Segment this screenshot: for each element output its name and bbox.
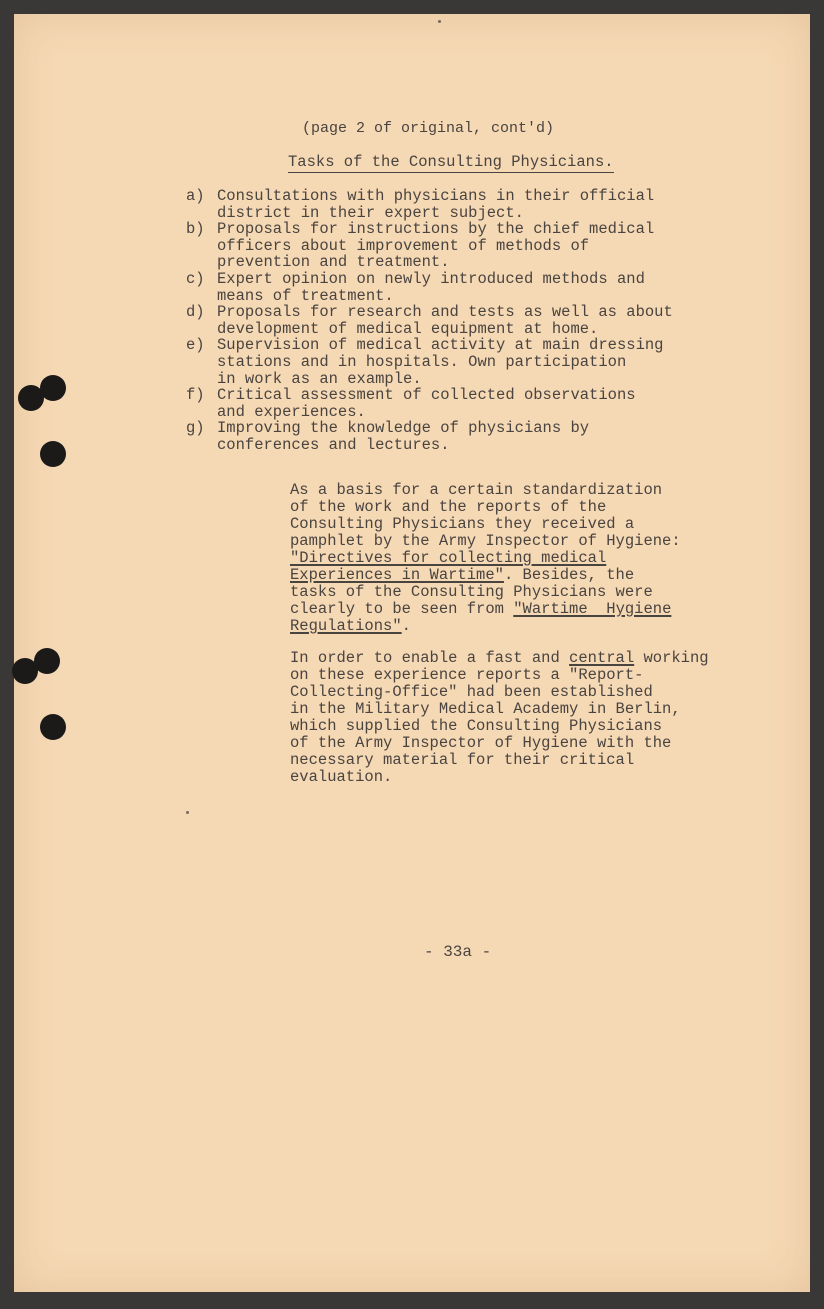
para-line: Consulting Physicians they received a [290, 515, 635, 533]
list-item [186, 420, 673, 453]
list-marker: d) [186, 303, 205, 322]
paper-speck [438, 20, 441, 23]
underlined-title: Regulations" [290, 617, 402, 635]
punch-hole [40, 714, 66, 740]
para-line: Collecting-Office" had been established [290, 683, 653, 701]
para-line: of the work and the reports of the [290, 498, 607, 516]
list-marker: c) [186, 269, 205, 288]
list-marker: g) [186, 419, 205, 438]
punch-hole [40, 441, 66, 467]
para-line: As a basis for a certain standardization [290, 481, 663, 499]
para-line: working [634, 649, 709, 667]
list-item [186, 387, 673, 420]
para-line: in the Military Medical Academy in Berlin, [290, 700, 681, 718]
task-list [186, 188, 673, 454]
list-marker: e) [186, 336, 205, 355]
para-line: . [401, 617, 411, 635]
list-text: Consultations with physicians in their official district in their expert subject. [217, 187, 655, 222]
para-line: which supplied the Consulting Physicians [290, 717, 663, 735]
paragraph-report-office [290, 650, 709, 786]
punch-hole [34, 648, 60, 674]
para-line: In order to enable a fast and [290, 649, 570, 667]
list-item [186, 271, 673, 304]
paragraph-standardization [290, 482, 681, 635]
list-text: Supervision of medical activity at main dressing stations and in hospitals. Own participation in work as an example. [217, 336, 664, 388]
list-marker: b) [186, 220, 205, 239]
list-item [186, 221, 673, 271]
para-line: . Besides, the [503, 566, 635, 584]
list-text: Proposals for instructions by the chief medical officers about improvement of methods of prevention and treatment. [217, 220, 655, 272]
list-marker: f) [186, 386, 205, 405]
list-text: Improving the knowledge of physicians by conferences and lectures. [217, 419, 590, 454]
list-marker: a) [186, 187, 205, 205]
list-text: Expert opinion on newly introduced methods and means of treatment. [217, 269, 645, 305]
punch-hole [40, 375, 66, 401]
list-item [186, 337, 673, 387]
para-line: pamphlet by the Army Inspector of Hygiene: [290, 532, 681, 550]
underlined-word: central [569, 649, 635, 667]
list-text: Critical assessment of collected observations and experiences. [217, 386, 636, 421]
list-text: Proposals for research and tests as well as about development of medical equipment at home. [217, 303, 673, 338]
page-header: (page 2 of original, cont'd) [302, 120, 555, 137]
page-number: - 33a - [424, 943, 492, 961]
section-title: Tasks of the Consulting Physicians. [288, 153, 614, 171]
paper-speck [186, 811, 189, 814]
para-line: on these experience reports a "Report- [290, 666, 644, 684]
para-line: evaluation. [290, 768, 393, 786]
para-line: clearly to be seen from [290, 600, 514, 618]
para-line: of the Army Inspector of Hygiene with the [290, 734, 672, 752]
list-item [186, 304, 673, 337]
para-line: necessary material for their critical [290, 751, 635, 769]
para-line: tasks of the Consulting Physicians were [290, 583, 653, 601]
underlined-title: "Wartime Hygiene [513, 600, 672, 618]
underlined-title: "Directives for collecting medical [290, 549, 607, 567]
underlined-title: Experiences in Wartime" [290, 566, 504, 584]
list-item [186, 188, 673, 221]
